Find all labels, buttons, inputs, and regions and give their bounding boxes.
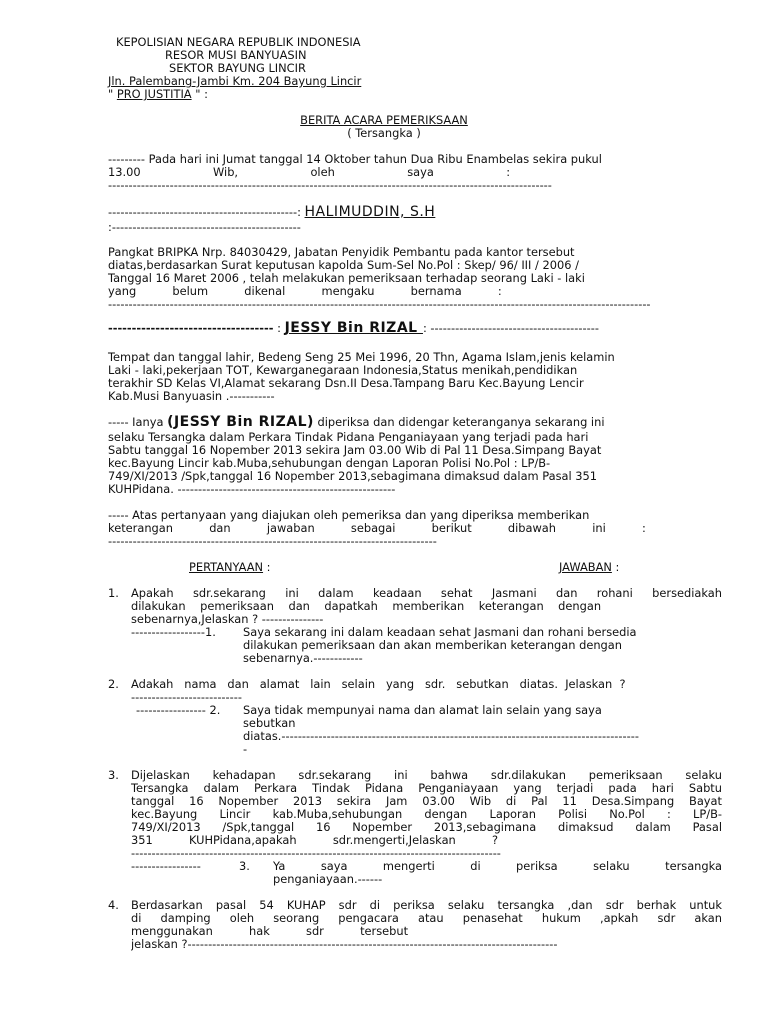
question-3-line-7: ------------------------------------------------------------------------------------------: [131, 847, 501, 860]
question-1-line-1: Apakah sdr.sekarang ini dalam keadaan sehat Jasmani dan rohani bersediakah: [131, 586, 722, 600]
header-pro-justitia: " PRO JUSTITIA " :: [108, 87, 208, 101]
answer-3-line-1: Ya saya mengerti di periksa selaku tersangka: [273, 859, 722, 873]
header-resor: RESOR MUSI BANYUASIN: [165, 48, 307, 62]
answer-2-line-1: Saya tidak mempunyai nama dan alamat lain selain yang saya: [243, 703, 602, 717]
answer-2-line-3: diatas.---------------------------------------------------------------------------------------: [243, 730, 639, 743]
question-3-line-6: 351 KUHPidana,apakah sdr.mengerti,Jelaskan ?: [131, 833, 499, 847]
question-4-number: 4.: [108, 898, 119, 912]
opening-line-2: 13.00 Wib, oleh saya :: [108, 165, 511, 179]
question-3-line-4: kec.Bayung Lincir kab.Muba,sehubungan dengan Laporan Polisi No.Pol : LP/B-: [131, 807, 722, 821]
question-1-line-2: dilakukan pemeriksaan dan dapatkah memberikan keterangan dengan: [131, 599, 602, 613]
answer-3-number: 3.: [239, 859, 250, 873]
intro-qa-line-2: keterangan dan jawaban sebagai berikut dibawah ini :: [108, 521, 646, 535]
case-line-6: KUHPidana. -----------------------------------------------------: [108, 482, 396, 496]
header-sector: SEKTOR BAYUNG LINCIR: [169, 61, 306, 75]
questions-header: PERTANYAAN :: [189, 560, 271, 574]
header-address: Jln. Palembang-Jambi Km. 204 Bayung Lincir: [108, 74, 362, 88]
examiner-name: HALIMUDDIN, S.H: [304, 204, 436, 220]
question-2-line-2: ---------------------------: [131, 690, 242, 704]
answer-2-line-4: -: [243, 742, 248, 756]
suspect-line: ----------------------------------- : JESSY Bin RIZAL : -----------------------------------------: [108, 320, 599, 336]
rank-line-4: yang belum dikenal mengaku bernama :: [108, 284, 502, 298]
rank-line-1: Pangkat BRIPKA Nrp. 84030429, Jabatan Penyidik Pembantu pada kantor tersebut: [108, 245, 575, 259]
case-line-2: selaku Tersangka dalam Perkara Tindak Pidana Penganiayaan yang terjadi pada hari: [108, 430, 589, 444]
answer-1-prefix: ------------------1.: [131, 625, 216, 639]
intro-qa-line-1: ----- Atas pertanyaan yang diajukan oleh pemeriksa dan yang diperiksa memberikan: [108, 508, 590, 522]
question-4-line-4: jelaskan ?------------------------------------------------------------------------------------------: [131, 938, 558, 951]
answer-3-line-2: penganiayaan.------: [273, 872, 383, 886]
question-1-number: 1.: [108, 586, 119, 600]
case-line-1: ----- Ianya (JESSY Bin RIZAL) diperiksa dan didengar keteranganya sekarang ini: [108, 414, 605, 430]
answer-2-prefix: ----------------- 2.: [136, 703, 221, 717]
case-line-4: kec.Bayung Lincir kab.Muba,sehubungan dengan Laporan Polisi No.Pol : LP/B-: [108, 456, 551, 470]
opening-line-1: --------- Pada hari ini Jumat tanggal 14 Oktober tahun Dua Ribu Enambelas sekira pukul: [108, 152, 602, 166]
bio-line-2: Laki - laki,pekerjaan TOT, Kewarganegaraan Indonesia,Status menikah,pendidikan: [108, 363, 578, 377]
question-1-line-3: sebenarnya,Jelaskan ? ---------------: [131, 612, 324, 626]
examiner-line: ----------------------------------------------: HALIMUDDIN, S.H: [108, 204, 436, 220]
opening-line-3: ------------------------------------------------------------------------------------------------------------: [108, 179, 552, 192]
bio-line-4: Kab.Musi Banyuasin .-----------: [108, 389, 275, 403]
answer-1-line-3: sebenarnya.------------: [243, 651, 363, 665]
question-4-line-1: Berdasarkan pasal 54 KUHAP sdr di periksa selaku tersangka ,dan sdr berhak untuk: [131, 898, 722, 912]
question-4-line-3: menggunakan hak sdr tersebut: [131, 924, 409, 938]
question-3-line-5: 749/XI/2013 /Spk,tanggal 16 Nopember 2013,sebagimana dimaksud dalam Pasal: [131, 820, 722, 834]
examiner-line-2: :----------------------------------------------: [108, 221, 301, 234]
answer-2-line-2: sebutkan: [243, 716, 296, 730]
answers-header: JAWABAN :: [559, 560, 620, 574]
bio-line-3: terakhir SD Kelas VI,Alamat sekarang Dsn.II Desa.Tampang Baru Kec.Bayung Lencir: [108, 376, 584, 390]
suspect-name-inline: (JESSY Bin RIZAL): [167, 414, 314, 430]
rank-line-5: ------------------------------------------------------------------------------------------------------------------------------------: [108, 298, 651, 311]
question-3-line-1: Dijelaskan kehadapan sdr.sekarang ini bahwa sdr.dilakukan pemeriksaan selaku: [131, 768, 722, 782]
case-line-3: Sabtu tanggal 16 Nopember 2013 sekira Jam 03.00 Wib di Pal 11 Desa.Simpang Bayat: [108, 443, 602, 457]
document-subtitle: ( Tersangka ): [347, 126, 421, 140]
answer-1-line-1: Saya sekarang ini dalam keadaan sehat Jasmani dan rohani bersedia: [243, 625, 637, 639]
question-3-number: 3.: [108, 768, 119, 782]
rank-line-2: diatas,berdasarkan Surat keputusan kapolda Sum-Sel No.Pol : Skep/ 96/ III / 2006 /: [108, 258, 579, 272]
case-line-5: 749/XI/2013 /Spk,tanggal 16 Nopember 2013,sebagimana dimaksud dalam Pasal 351: [108, 469, 598, 483]
intro-qa-line-3: --------------------------------------------------------------------------------: [108, 535, 437, 548]
question-3-line-3: tanggal 16 Nopember 2013 sekira Jam 03.00 Wib di Pal 11 Desa.Simpang Bayat: [131, 794, 722, 808]
question-3-line-2: Tersangka dalam Perkara Tindak Pidana Penganiayaan yang terjadi pada hari Sabtu: [131, 781, 722, 795]
suspect-name: JESSY Bin RIZAL: [284, 320, 423, 336]
bio-line-1: Tempat dan tanggal lahir, Bedeng Seng 25 Mei 1996, 20 Thn, Agama Islam,jenis kelamin: [108, 350, 615, 364]
answer-3-prefix: -----------------: [131, 859, 201, 873]
header-institution: KEPOLISIAN NEGARA REPUBLIK INDONESIA: [116, 35, 361, 49]
answer-1-line-2: dilakukan pemeriksaan dan akan memberikan keterangan dengan: [243, 638, 622, 652]
question-4-line-2: di damping oleh seorang pengacara atau penasehat hukum ,apkah sdr akan: [131, 911, 722, 925]
question-2-number: 2.: [108, 677, 119, 691]
document-title: BERITA ACARA PEMERIKSAAN: [300, 113, 468, 127]
rank-line-3: Tanggal 16 Maret 2006 , telah melakukan pemeriksaan terhadap seorang Laki - laki: [108, 271, 585, 285]
question-2-line-1: Adakah nama dan alamat lain selain yang sdr. sebutkan diatas. Jelaskan ?: [131, 677, 626, 691]
